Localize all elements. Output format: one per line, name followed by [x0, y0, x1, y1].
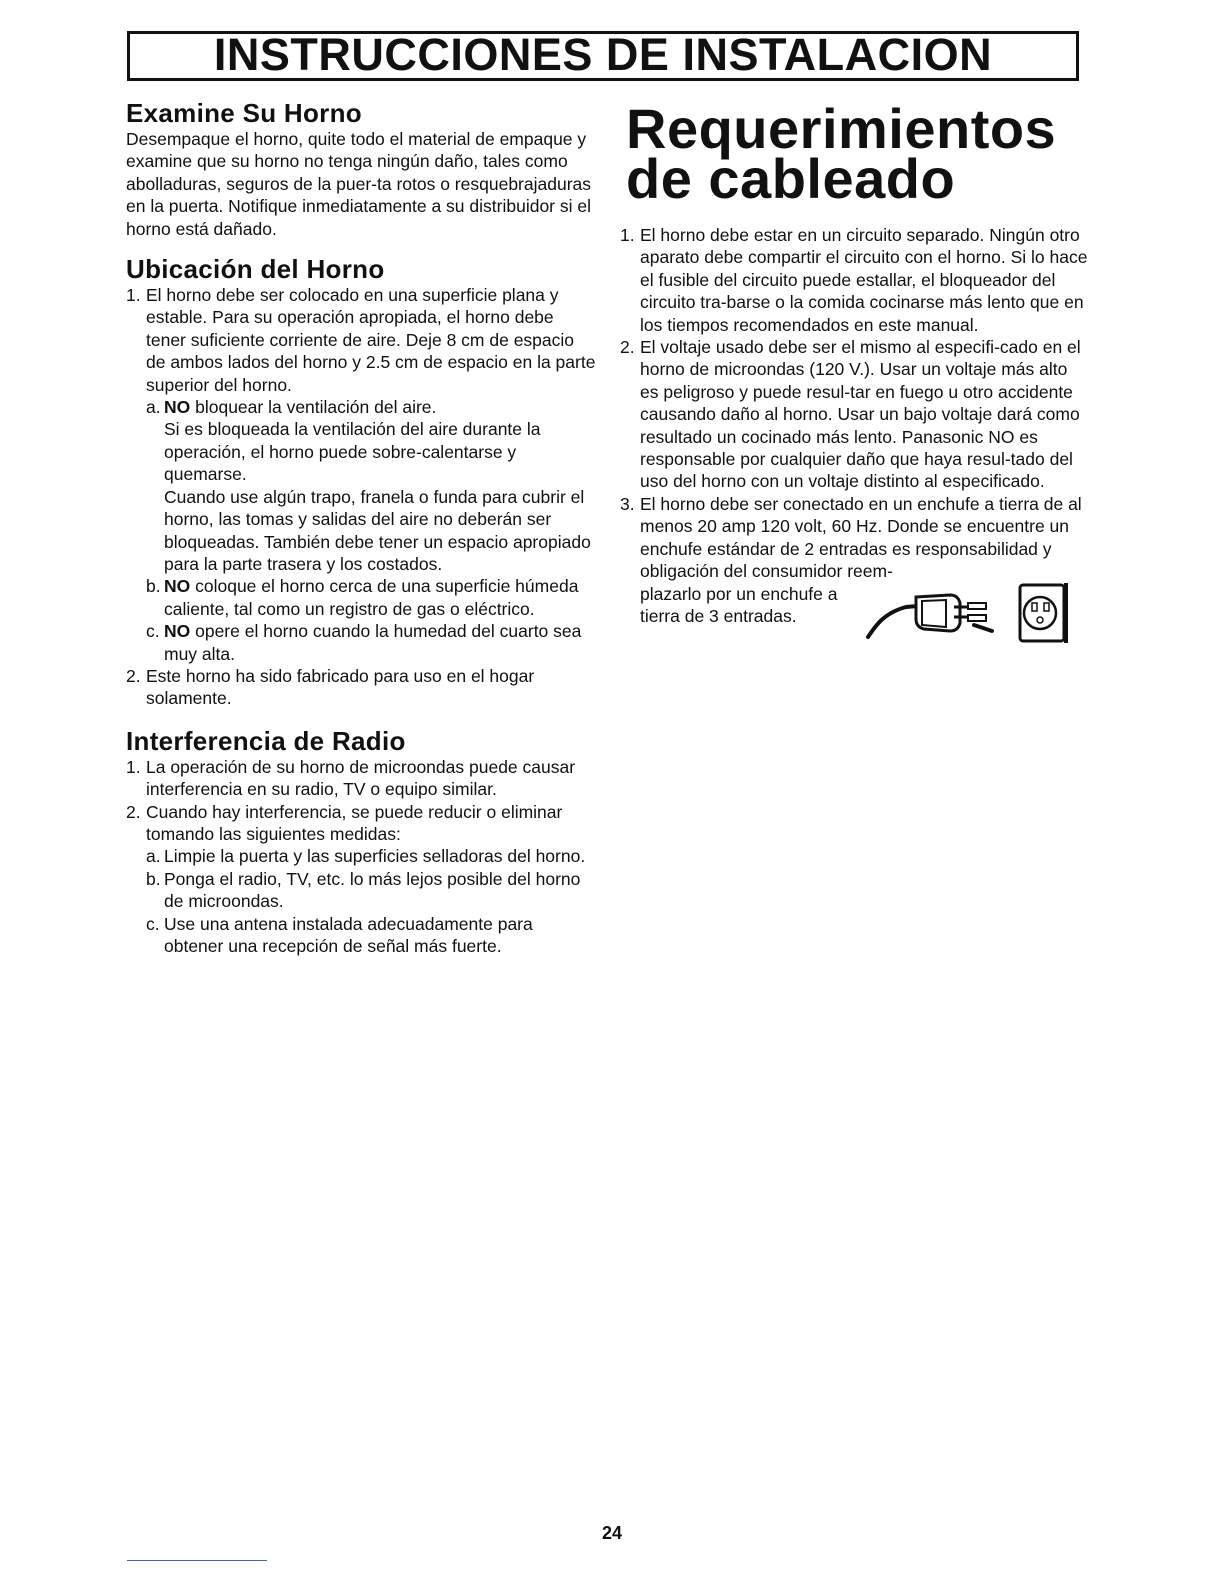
page-title-box — [127, 31, 1079, 81]
radio-sub-c — [126, 913, 596, 958]
sub-letter: a. — [146, 397, 161, 418]
sub-letter: c. — [146, 913, 160, 934]
wiring-item-2 — [620, 336, 1090, 493]
item-number: 2. — [620, 337, 635, 358]
left-column — [126, 98, 596, 957]
item-number: 1. — [126, 285, 141, 306]
plug-row — [640, 583, 1090, 650]
emphasis-no: NO — [164, 397, 191, 418]
heading-wiring — [620, 97, 1090, 210]
ubicacion-item-1 — [126, 284, 596, 396]
item-number: 1. — [620, 225, 635, 245]
grounded-plug-and-outlet-icon — [862, 579, 1072, 650]
item-text: Este horno ha sido fabricado para uso en el hogar solamente. — [146, 665, 535, 709]
item-text: La operación de su horno de microondas puede causar interferencia en su radio, TV o equipo similar. — [146, 756, 576, 800]
item-text: El horno debe ser colocado en una superficie plana y estable. Para su operación apropiada, el horno debe tener suficiente corriente de aire. Deje 8 cm de espacio de ambos lados del horno y 2.5 cm de espacio en la parte superior del horno. — [146, 285, 596, 395]
sub-text: opere el horno cuando la humedad del cuarto sea muy alta. — [164, 621, 582, 664]
heading-ubicacion: Ubicación del Horno — [126, 254, 385, 285]
sub-letter: b. — [146, 868, 161, 889]
emphasis-no: NO — [164, 621, 191, 642]
radio-item-2 — [126, 801, 596, 846]
section-ubicacion — [126, 254, 596, 710]
sub-letter: c. — [146, 621, 160, 642]
wiring-item-1 — [620, 224, 1090, 336]
sub-text: bloquear la ventilación del aire. — [190, 397, 437, 418]
page-title: INSTRUCCIONES DE INSTALACION — [213, 29, 993, 80]
sub-letter: b. — [146, 576, 161, 597]
item-number: 1. — [126, 756, 141, 777]
right-column — [620, 98, 1090, 650]
sub-letter: a. — [146, 846, 161, 867]
examine-text: Desempaque el horno, quite todo el material de empaque y examine que su horno no tenga ningún daño, tales como abolladuras, seguros de la puer-ta rotos o resquebrajaduras en la puerta. Notifique inmediatamente a su distribuidor si el horno está dañado. — [126, 129, 592, 239]
sub-text-p2: Si es bloqueada la ventilación del aire durante la operación, el horno puede sobre-calentarse y quemarse. — [164, 419, 541, 485]
radio-item-1 — [126, 756, 596, 801]
item-text-tail: plazarlo por un enchufe a tierra de 3 entradas. — [640, 583, 838, 626]
item-text: El horno debe ser conectado en un enchufe a tierra de al menos 20 amp 120 volt, 60 Hz. Donde se encuentre un enchufe estándar de 2 entradas es responsabilidad y obligación del consumidor reem- — [640, 493, 1082, 582]
heading-wiring-line-1: Requerimientos — [626, 97, 1057, 160]
wiring-item-3 — [620, 493, 1090, 650]
sub-text: Ponga el radio, TV, etc. lo más lejos posible del horno de microondas. — [164, 868, 581, 912]
section-radio — [126, 726, 596, 958]
item-text: El horno debe estar en un circuito separado. Ningún otro aparato debe compartir el circuito con el horno. Si lo hace el fusible del circuito puede estallar, el bloqueador del circuito tra-barse o la comida cocinarse más lento que en los tiempos recomendados en este manual. — [640, 225, 1088, 335]
item-text: El voltaje usado debe ser el mismo al especifi-cado en el horno de microondas (120 V.). Usar un voltaje más alto es peligroso y puede resul-tar en fuego u otro accidente causando daño al horno. Usar un bajo voltaje dará como resultado un cocinado más lento. Panasonic NO es responsable por cualquier daño que haya resul-tado del uso del horno con un voltaje distinto al especificado. — [640, 337, 1081, 492]
ubicacion-sub-a — [126, 396, 596, 575]
item-number: 3. — [620, 493, 635, 514]
radio-sub-a — [126, 845, 596, 867]
section-examine — [126, 98, 596, 240]
heading-radio: Interferencia de Radio — [126, 725, 406, 756]
item-number: 2. — [126, 801, 141, 822]
radio-sub-b — [126, 868, 596, 913]
ubicacion-item-2 — [126, 665, 596, 710]
sub-text: Limpie la puerta y las superficies selladoras del horno. — [164, 846, 586, 867]
page-number: 24 — [601, 1523, 623, 1543]
footer-rule — [127, 1560, 267, 1561]
heading-examine: Examine Su Horno — [126, 98, 362, 128]
sub-text: coloque el horno cerca de una superficie húmeda caliente, tal como un registro de gas o eléctrico. — [164, 576, 579, 619]
item-text: Cuando hay interferencia, se puede reducir o eliminar tomando las siguientes medidas: — [146, 801, 563, 844]
sub-text-p3: Cuando use algún trapo, franela o funda para cubrir el horno, las tomas y salidas del aire no deberán ser bloqueadas. También debe tener un espacio apropiado para la parte trasera y los costados. — [164, 486, 591, 574]
ubicacion-sub-c — [126, 620, 596, 665]
ubicacion-sub-b — [126, 575, 596, 620]
sub-text: Use una antena instalada adecuadamente para obtener una recepción de señal más fuerte. — [164, 913, 533, 956]
item-number: 2. — [126, 665, 141, 686]
heading-wiring-line-2: de cableado — [626, 147, 956, 210]
emphasis-no: NO — [164, 576, 191, 597]
